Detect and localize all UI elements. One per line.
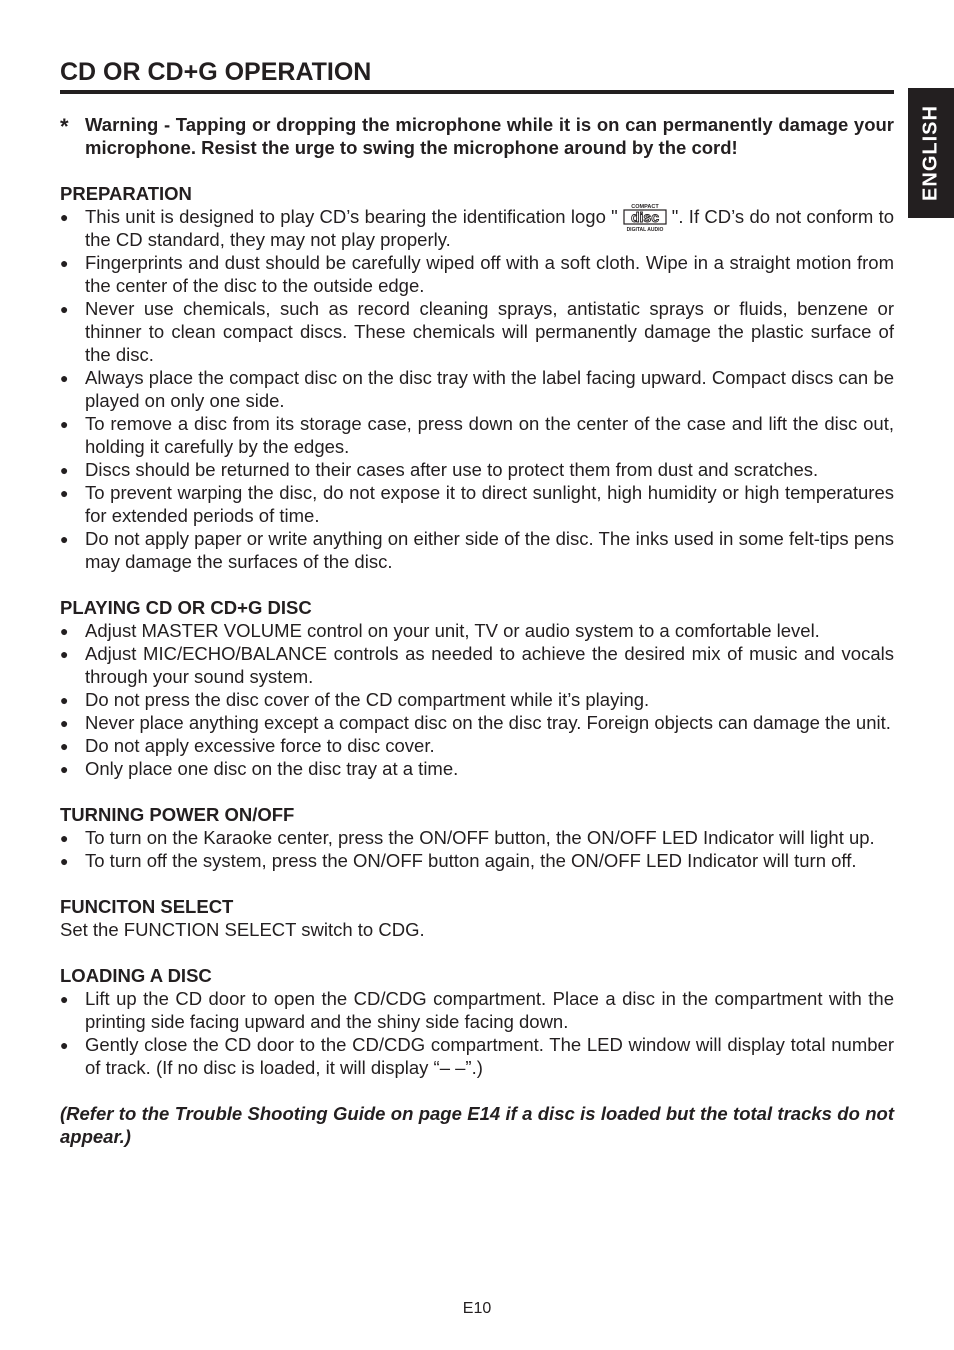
list-item-text: ". If CD’s do not conform to the CD standard, they may not play properly. (85, 206, 895, 251)
section-heading: PLAYING CD OR CD+G DISC (60, 597, 312, 619)
warning-text: Warning - Tapping or dropping the microphone while it is on can permanently damage your microphone. Resist the urge to swing the microphone around by the cord! (85, 114, 894, 158)
list-item: ● Lift up the CD door to open the CD/CDG compartment. Place a disc in the compartment with the printing side facing upward and the shiny side facing down. (60, 987, 894, 1033)
section-heading: LOADING A DISC (60, 965, 212, 987)
list-item: ● To turn on the Karaoke center, press the ON/OFF button, the ON/OFF LED Indicator will light up. (60, 826, 894, 849)
list-item-text: This unit is designed to play CD’s bearing the identification logo " (85, 206, 618, 227)
title-rule (60, 90, 894, 94)
svg-text:COMPACT: COMPACT (631, 204, 659, 211)
list-item: ● Discs should be returned to their cases after use to protect them from dust and scratches. (60, 458, 894, 481)
section-heading: TURNING POWER ON/OFF (60, 804, 295, 826)
list-item (60, 205, 894, 251)
list-item: ● Only place one disc on the disc tray at a time. (60, 757, 894, 780)
section-power (60, 803, 894, 872)
page-content (60, 56, 894, 1148)
list-item: ● To remove a disc from its storage case, press down on the center of the case and lift the disc out, holding it carefully by the edges. (60, 412, 894, 458)
language-tab-label: ENGLISH (919, 105, 942, 201)
trouble-shooting-note: (Refer to the Trouble Shooting Guide on page E14 if a disc is loaded but the total tracks do not appear.) (60, 1103, 894, 1148)
svg-text:disc: disc (630, 209, 659, 226)
page-title: CD OR CD+G OPERATION (60, 58, 372, 86)
list-item: ● Adjust MIC/ECHO/BALANCE controls as needed to achieve the desired mix of music and vocals through your sound system. (60, 642, 894, 688)
page-number: E10 (462, 1300, 492, 1317)
section-playing (60, 596, 894, 780)
function-select-text: Set the FUNCTION SELECT switch to CDG. (60, 919, 425, 941)
list-item: ● Gently close the CD door to the CD/CDG compartment. The LED window will display total number of track. (If no disc is loaded, it will display “– –”.) (60, 1033, 894, 1079)
section-heading: PREPARATION (60, 183, 192, 204)
list-item: ● To turn off the system, press the ON/OFF button again, the ON/OFF LED Indicator will turn off. (60, 849, 894, 872)
section-preparation (60, 182, 894, 573)
list-item: ● Do not apply paper or write anything on either side of the disc. The inks used in some felt-tips pens may damage the surfaces of the disc. (60, 527, 894, 573)
preparation-list (60, 205, 894, 573)
list-item: ● Fingerprints and dust should be carefully wiped off with a soft cloth. Wipe in a straight motion from the center of the disc to the outside edge. (60, 251, 894, 297)
loading-list (60, 987, 894, 1079)
list-item: ● To prevent warping the disc, do not expose it to direct sunlight, high humidity or high temperatures for extended periods of time. (60, 481, 894, 527)
power-list (60, 826, 894, 872)
list-item: ● Adjust MASTER VOLUME control on your unit, TV or audio system to a comfortable level. (60, 619, 894, 642)
section-function-select (60, 895, 894, 941)
section-loading (60, 964, 894, 1079)
playing-list (60, 619, 894, 780)
list-item: ● Do not press the disc cover of the CD compartment while it’s playing. (60, 688, 894, 711)
list-item: ● Never use chemicals, such as record cleaning sprays, antistatic sprays or fluids, benzene or thinner to clean compact discs. These chemicals will permanently damage the plastic surface of the disc. (60, 297, 894, 366)
asterisk-icon: * (60, 114, 69, 139)
compact-disc-logo-icon (622, 202, 668, 232)
svg-text:DIGITAL AUDIO: DIGITAL AUDIO (626, 227, 664, 233)
list-item: ● Do not apply excessive force to disc cover. (60, 734, 894, 757)
section-heading: FUNCITON SELECT (60, 896, 234, 918)
list-item: ● Always place the compact disc on the disc tray with the label facing upward. Compact discs can be played on only one side. (60, 366, 894, 412)
list-item: ● Never place anything except a compact disc on the disc tray. Foreign objects can damage the unit. (60, 711, 894, 734)
warning-block (60, 113, 894, 159)
language-tab (908, 88, 954, 218)
